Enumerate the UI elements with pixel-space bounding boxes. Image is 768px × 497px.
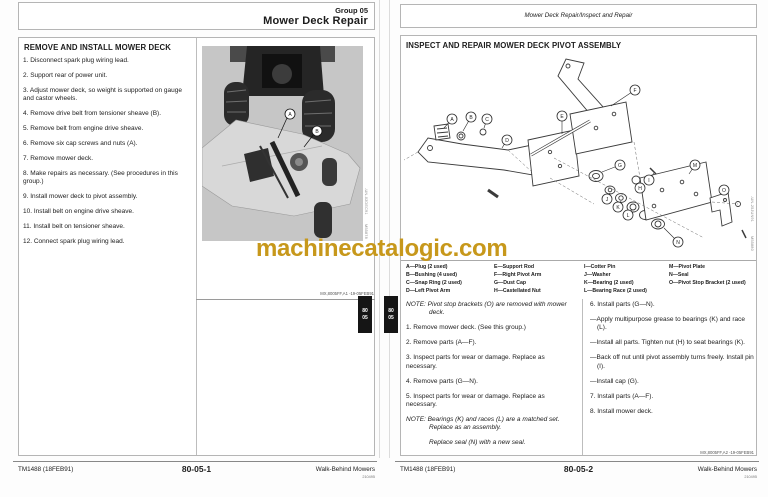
note-seal: Replace seal (N) with a new seal. <box>429 439 526 447</box>
right-column-divider <box>582 299 583 455</box>
install-bullet: —Apply multipurpose grease to bearings (K) and race (L). <box>590 315 745 332</box>
legend-item: C—Snap Ring (2 used) <box>406 280 462 287</box>
diagram-side-label-bottom: M55880 <box>750 236 754 251</box>
svg-text:N: N <box>676 240 680 246</box>
svg-text:J: J <box>605 197 609 203</box>
procedure-step: 12. Connect spark plug wiring lead. <box>23 238 125 246</box>
print-code: 210495 <box>362 475 375 479</box>
legend-column-4 <box>669 264 754 288</box>
pivot-assembly-diagram <box>404 54 752 258</box>
procedure-step: 9. Install mower deck to pivot assembly. <box>23 193 138 201</box>
right-section-title: INSPECT AND REPAIR MOWER DECK PIVOT ASSEMBLY <box>406 41 622 50</box>
left-page-header-box <box>18 2 375 30</box>
procedure-step: 1. Disconnect spark plug wiring lead. <box>23 57 129 64</box>
procedure-step: 6. Install parts (G—N). <box>590 301 655 308</box>
page-number: 80-05-1 <box>181 464 212 474</box>
manual-number: TM1488 (18FEB91) <box>18 466 74 473</box>
svg-text:D: D <box>505 138 509 144</box>
left-column-divider <box>196 38 197 455</box>
legend-item: H—Castellated Nut <box>494 288 541 295</box>
legend-item: I—Cotter Pin <box>584 264 616 270</box>
manual-number: TM1488 (18FEB91) <box>400 466 456 473</box>
procedure-step: 7. Remove mower deck. <box>23 155 94 163</box>
bushing-part <box>457 132 465 140</box>
svg-text:A: A <box>450 117 454 123</box>
photo-side-label-top: -UN-02DEC91 <box>364 188 368 215</box>
legend-item: M—Pivot Plate <box>669 264 706 270</box>
procedure-step: 8. Install mower deck. <box>590 407 653 415</box>
svg-text:O: O <box>722 188 726 194</box>
svg-text:C: C <box>485 117 489 123</box>
svg-text:G: G <box>618 163 622 169</box>
diagram-figure-caption: MX,8005FF,A2 -19-05FEB91 <box>700 450 754 455</box>
running-title: Mower Deck Repair/Inspect and Repair <box>524 12 633 19</box>
section-edge-tab-left-page: 80 05 <box>358 296 372 333</box>
procedure-step: 1. Remove mower deck. (See this group.) <box>406 324 526 332</box>
svg-text:H: H <box>638 186 642 192</box>
procedure-step: 3. Inspect parts for wear or damage. Replace as necessary. <box>406 354 545 370</box>
section-edge-tab-right-page: 80 05 <box>384 296 398 333</box>
print-code: 210495 <box>744 475 757 479</box>
legend-column-3 <box>584 264 665 296</box>
svg-text:I: I <box>648 178 650 184</box>
page-number: 80-05-2 <box>563 464 594 474</box>
left-footer-rule <box>13 461 377 462</box>
legend-item: O—Pivot Stop Bracket (2 used) <box>669 280 746 287</box>
cap-screw-part <box>488 190 498 197</box>
svg-text:E: E <box>560 114 564 120</box>
pivot-stop-bracket <box>710 192 746 238</box>
left-procedure-column <box>23 57 193 253</box>
legend-item: B—Bushing (4 used) <box>406 272 458 279</box>
svg-text:L: L <box>626 213 630 219</box>
right-footer-rule <box>395 461 759 462</box>
legend-item: J—Washer <box>584 272 611 279</box>
group-label: Group 05 <box>335 6 368 15</box>
mower-deck-photo <box>202 46 363 241</box>
photo-side-label-bottom: M55878 <box>364 224 368 239</box>
legend-item: K—Bearing (2 used) <box>584 280 634 287</box>
svg-text:F: F <box>633 88 637 94</box>
legend-item: F—Right Pivot Arm <box>494 272 542 279</box>
caster-wheel-upper <box>322 158 337 186</box>
procedure-step: 3. Adjust mower deck, so weight is supported on gauge and castor wheels. <box>23 86 182 103</box>
book-title: Walk-Behind Mowers <box>315 466 375 473</box>
left-section-title: REMOVE AND INSTALL MOWER DECK <box>24 43 171 52</box>
procedure-step: 8. Make repairs as necessary. (See procedures in this group.) <box>23 170 178 186</box>
svg-text:B: B <box>469 115 473 121</box>
procedure-step: 6. Remove six cap screws and nuts (A). <box>23 140 138 148</box>
procedure-step: 4. Remove parts (G—N). <box>406 377 478 385</box>
procedure-step: 4. Remove drive belt from tensioner sheave (B). <box>23 110 162 118</box>
procedure-step: 2. Remove parts (A—F). <box>406 339 477 347</box>
svg-text:B: B <box>315 129 319 135</box>
install-bullet: —Install cap (G). <box>590 377 639 385</box>
figure-rule <box>196 299 375 300</box>
svg-text:M: M <box>692 163 698 169</box>
procedure-step: 7. Install parts (A—F). <box>590 392 654 400</box>
right-procedure-column-left <box>406 301 576 454</box>
left-tire <box>224 82 249 126</box>
pivot-plate <box>640 162 712 220</box>
snap-ring-part <box>480 129 486 135</box>
legend-column-1 <box>406 264 490 296</box>
diagram-side-label-top: -UN-25JUN91 <box>750 196 754 223</box>
plug-part <box>434 124 450 140</box>
watermark: machinecatalogic.com <box>256 235 508 262</box>
spine-edge-right <box>389 0 390 458</box>
legend-item: G—Dust Cap <box>494 280 526 287</box>
svg-text:A: A <box>288 112 292 118</box>
procedure-step: 10. Install belt on engine drive sheave. <box>23 208 134 216</box>
legend-column-2 <box>494 264 580 296</box>
book-title: Walk-Behind Mowers <box>697 466 757 473</box>
legend-item: N—Seal <box>669 272 689 279</box>
procedure-step: 11. Install belt on tensioner sheave. <box>23 223 125 231</box>
photo-figure-caption: MX,8005FF,A1 -19-05FEB91 <box>320 291 374 296</box>
note-removal: NOTE: Pivot stop brackets (O) are removed with mower deck. <box>406 301 567 317</box>
svg-text:K: K <box>616 205 620 211</box>
legend-item: A—Plug (2 used) <box>406 264 448 270</box>
legend-item: D—Left Pivot Arm <box>406 288 451 295</box>
procedure-step: 2. Support rear of power unit. <box>23 71 108 79</box>
procedure-step: 5. Remove belt from engine drive sheave. <box>23 125 144 133</box>
legend-item: L—Bearing Race (2 used) <box>584 288 647 295</box>
right-procedure-column-right <box>590 301 754 422</box>
install-bullet: —Back off nut until pivot assembly turns freely. Install pin (I). <box>590 354 754 370</box>
procedure-step: 5. Inspect parts for wear or damage. Replace as necessary. <box>406 392 545 408</box>
note-bearings: NOTE: Bearings (K) and races (L) are a matched set. Replace as an assembly. <box>406 415 560 432</box>
right-page-header-box <box>400 4 757 28</box>
left-page-title: Mower Deck Repair <box>263 15 368 27</box>
legend-item: E—Support Rod <box>494 264 535 270</box>
spine-edge-left <box>379 0 380 458</box>
caster-wheel-lower <box>314 202 332 238</box>
install-bullet: —Install all parts. Tighten nut (H) to seat bearings (K). <box>590 339 745 347</box>
